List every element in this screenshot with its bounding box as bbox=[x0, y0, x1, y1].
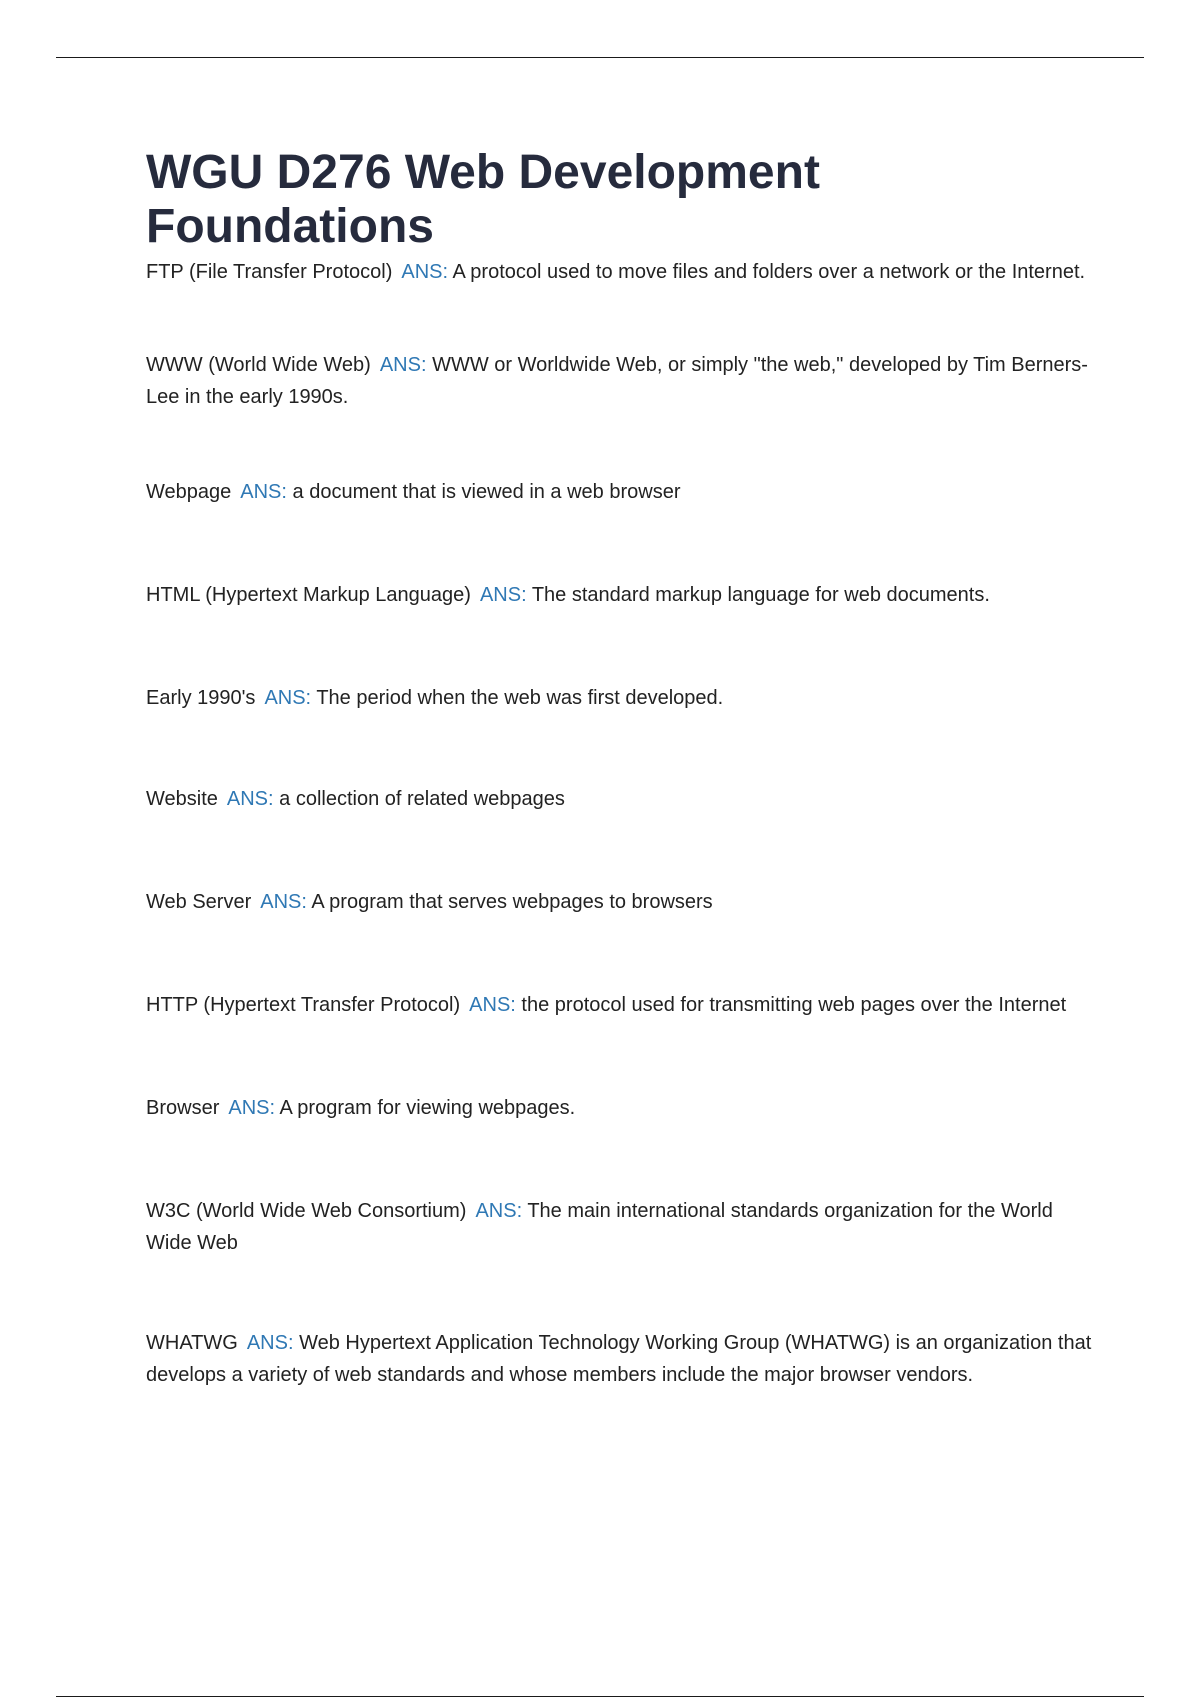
answer-marker: ANS: bbox=[228, 1097, 276, 1119]
qa-answer: WWW or Worldwide Web, or simply "the web," developed by Tim Berners-Lee in the early 1990s. bbox=[146, 354, 1088, 408]
qa-item bbox=[146, 1327, 1096, 1391]
answer-marker: ANS: bbox=[240, 481, 287, 503]
qa-answer: A protocol used to move files and folders over a network or the Internet. bbox=[452, 261, 1086, 283]
answer-marker: ANS: bbox=[226, 788, 274, 810]
qa-answer: A program for viewing webpages. bbox=[279, 1097, 576, 1119]
qa-answer: The main international standards organization for the World Wide Web bbox=[146, 1200, 1053, 1254]
qa-answer: Web Hypertext Application Technology Working Group (WHATWG) is an organization that develops a variety of web standards and whose members include the major browser vendors. bbox=[146, 1332, 1092, 1386]
qa-item bbox=[146, 783, 1096, 815]
qa-term: Browser bbox=[146, 1097, 220, 1119]
qa-answer: A program that serves webpages to browsers bbox=[311, 891, 713, 913]
qa-item bbox=[146, 989, 1096, 1021]
qa-term: HTML (Hypertext Markup Language) bbox=[146, 584, 471, 606]
qa-item bbox=[146, 886, 1096, 918]
answer-marker: ANS: bbox=[264, 687, 312, 709]
answer-marker: ANS: bbox=[401, 261, 449, 283]
qa-item bbox=[146, 476, 1096, 508]
bottom-rule bbox=[56, 1696, 1144, 1697]
qa-answer: a document that is viewed in a web browser bbox=[292, 481, 681, 503]
qa-term: HTTP (Hypertext Transfer Protocol) bbox=[146, 994, 461, 1016]
qa-item bbox=[146, 682, 1096, 714]
document-body bbox=[146, 146, 1096, 1391]
qa-term: WWW (World Wide Web) bbox=[146, 354, 371, 376]
qa-term: Website bbox=[146, 788, 218, 810]
qa-term: FTP (File Transfer Protocol) bbox=[146, 261, 393, 283]
qa-term: Webpage bbox=[146, 481, 232, 503]
qa-answer: a collection of related webpages bbox=[279, 788, 565, 810]
qa-item bbox=[146, 1092, 1096, 1124]
qa-item bbox=[146, 256, 1096, 288]
qa-term: W3C (World Wide Web Consortium) bbox=[146, 1200, 467, 1222]
qa-term: Web Server bbox=[146, 891, 252, 913]
qa-item bbox=[146, 1195, 1096, 1259]
qa-term: WHATWG bbox=[146, 1332, 238, 1354]
answer-marker: ANS: bbox=[469, 994, 516, 1016]
qa-answer: The period when the web was first developed. bbox=[316, 687, 724, 709]
qa-answer: The standard markup language for web documents. bbox=[531, 584, 990, 606]
answer-marker: ANS: bbox=[260, 891, 307, 913]
answer-marker: ANS: bbox=[479, 584, 527, 606]
qa-item bbox=[146, 579, 1096, 611]
qa-list bbox=[146, 256, 1096, 1391]
top-rule bbox=[56, 57, 1144, 58]
answer-marker: ANS: bbox=[475, 1200, 523, 1222]
document-title: WGU D276 Web Development Foundations bbox=[146, 146, 820, 253]
qa-item bbox=[146, 349, 1096, 413]
answer-marker: ANS: bbox=[246, 1332, 294, 1354]
qa-answer: the protocol used for transmitting web pages over the Internet bbox=[521, 994, 1067, 1016]
answer-marker: ANS: bbox=[379, 354, 427, 376]
qa-term: Early 1990's bbox=[146, 687, 256, 709]
